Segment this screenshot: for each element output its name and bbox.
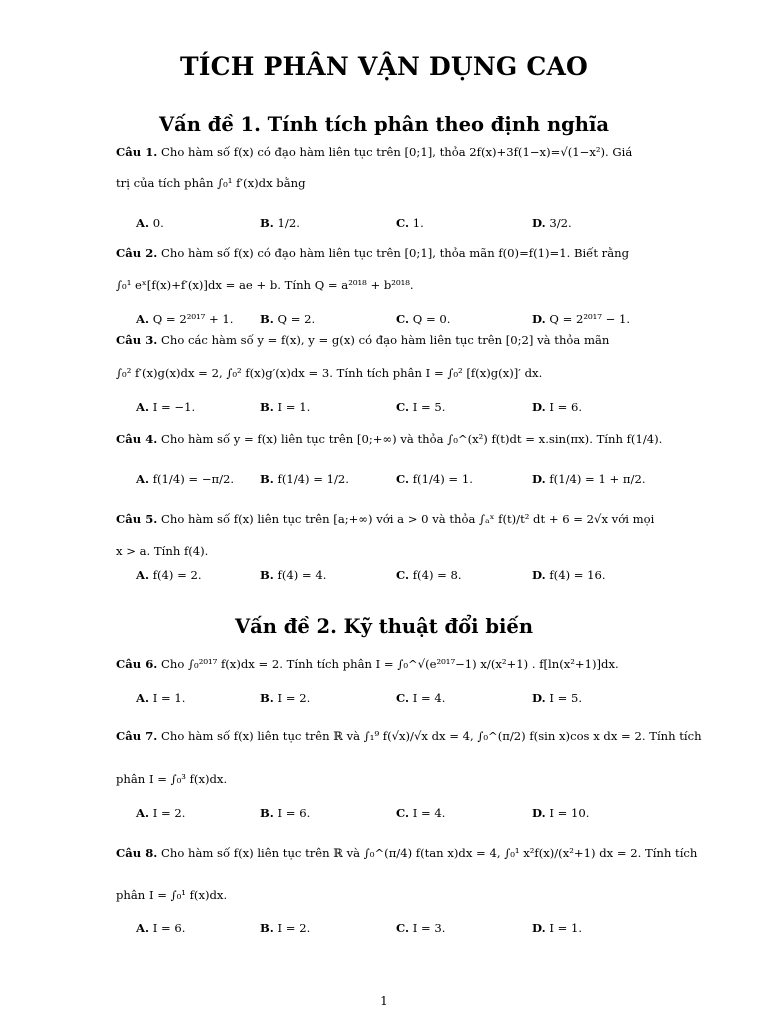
question-6-options bbox=[136, 691, 656, 711]
option-a: A. f(1/4) = −π/2. bbox=[136, 472, 235, 486]
page-title: TÍCH PHÂN VẬN DỤNG CAO bbox=[179, 52, 589, 81]
option-c: C. f(1/4) = 1. bbox=[396, 472, 473, 486]
option-c: C. Q = 0. bbox=[396, 312, 451, 326]
option-c: C. 1. bbox=[396, 216, 424, 230]
section-heading-2: Vấn đề 2. Kỹ thuật đổi biến bbox=[234, 615, 534, 638]
question-label: Câu 7. bbox=[116, 729, 158, 743]
question-8-options bbox=[136, 921, 656, 941]
option-a: A. I = −1. bbox=[136, 400, 196, 414]
question-label: Câu 5. bbox=[116, 512, 158, 526]
option-d: D. f(1/4) = 1 + π/2. bbox=[532, 472, 646, 486]
question-2-options bbox=[136, 312, 656, 332]
question-text: Cho hàm số f(x) liên tục trên ℝ và ∫₁⁹ f(√x)/√x dx = 4, ∫₀^(π/2) f(sin x)cos x dx = 2. Tính tích bbox=[161, 729, 702, 743]
option-c: C. I = 3. bbox=[396, 921, 446, 935]
question-4-options bbox=[136, 472, 656, 492]
question-label: Câu 3. bbox=[116, 333, 158, 347]
option-b: B. I = 2. bbox=[260, 691, 311, 705]
option-a: A. f(4) = 2. bbox=[136, 568, 202, 582]
question-label: Câu 2. bbox=[116, 246, 158, 260]
question-7-options bbox=[136, 806, 656, 826]
question-text: Cho hàm số f(x) liên tục trên ℝ và ∫₀^(π/4) f(tan x)dx = 4, ∫₀¹ x²f(x)/(x²+1) dx = 2. Tính tích bbox=[161, 846, 698, 860]
question-8 bbox=[116, 846, 698, 860]
question-text: Cho hàm số f(x) có đạo hàm liên tục trên [0;1], thỏa mãn f(0)=f(1)=1. Biết rằng bbox=[161, 246, 630, 260]
question-6 bbox=[116, 657, 656, 671]
question-2-line-2: ∫₀¹ eˣ[f(x)+f′(x)]dx = ae + b. Tính Q = a²⁰¹⁸ + b²⁰¹⁸. bbox=[116, 278, 414, 292]
option-a: A. 0. bbox=[136, 216, 164, 230]
option-b: B. 1/2. bbox=[260, 216, 300, 230]
question-text: Cho hàm số f(x) có đạo hàm liên tục trên [0;1], thỏa 2f(x)+3f(1−x)=√(1−x²). Giá bbox=[161, 145, 633, 159]
option-d: D. I = 5. bbox=[532, 691, 583, 705]
option-b: B. f(4) = 4. bbox=[260, 568, 327, 582]
question-1-line-2: trị của tích phân ∫₀¹ f′(x)dx bằng bbox=[116, 176, 306, 190]
option-c: C. I = 4. bbox=[396, 691, 446, 705]
option-a: A. Q = 2²⁰¹⁷ + 1. bbox=[136, 312, 234, 326]
option-c: C. I = 5. bbox=[396, 400, 446, 414]
option-b: B. Q = 2. bbox=[260, 312, 316, 326]
question-3-options bbox=[136, 400, 656, 420]
option-d: D. I = 1. bbox=[532, 921, 583, 935]
question-1-options bbox=[136, 216, 656, 236]
question-label: Câu 1. bbox=[116, 145, 158, 159]
option-a: A. I = 2. bbox=[136, 806, 186, 820]
question-5 bbox=[116, 512, 656, 526]
option-b: B. I = 1. bbox=[260, 400, 311, 414]
question-text: Cho hàm số f(x) liên tục trên [a;+∞) với a > 0 và thỏa ∫ₐˣ f(t)/t² dt + 6 = 2√x với mọi bbox=[161, 512, 655, 526]
question-5-options bbox=[136, 568, 656, 588]
question-7 bbox=[116, 729, 702, 743]
option-b: B. f(1/4) = 1/2. bbox=[260, 472, 349, 486]
question-text: Cho hàm số y = f(x) liên tục trên [0;+∞) và thỏa ∫₀^(x²) f(t)dt = x.sin(πx). Tính f(1/4). bbox=[161, 432, 663, 446]
question-label: Câu 8. bbox=[116, 846, 158, 860]
option-d: D. 3/2. bbox=[532, 216, 572, 230]
option-d: D. I = 10. bbox=[532, 806, 590, 820]
page-number: 1 bbox=[380, 994, 388, 1008]
option-d: D. Q = 2²⁰¹⁷ − 1. bbox=[532, 312, 631, 326]
question-label: Câu 6. bbox=[116, 657, 158, 671]
option-c: C. I = 4. bbox=[396, 806, 446, 820]
question-7-line-2: phân I = ∫₀³ f(x)dx. bbox=[116, 772, 228, 786]
question-3-line-2: ∫₀² f′(x)g(x)dx = 2, ∫₀² f(x)g′(x)dx = 3. Tính tích phân I = ∫₀² [f(x)g(x)]′ dx. bbox=[116, 366, 543, 380]
option-b: B. I = 6. bbox=[260, 806, 311, 820]
question-8-line-2: phân I = ∫₀¹ f(x)dx. bbox=[116, 888, 228, 902]
question-5-line-2: x > a. Tính f(4). bbox=[116, 544, 209, 558]
question-text: Cho các hàm số y = f(x), y = g(x) có đạo hàm liên tục trên [0;2] và thỏa mãn bbox=[161, 333, 610, 347]
question-4 bbox=[116, 432, 663, 446]
question-1 bbox=[116, 145, 656, 159]
question-text: Cho ∫₀²⁰¹⁷ f(x)dx = 2. Tính tích phân I = ∫₀^√(e²⁰¹⁷−1) x/(x²+1) . f[ln(x²+1)]dx. bbox=[161, 657, 619, 671]
option-d: D. f(4) = 16. bbox=[532, 568, 606, 582]
question-2 bbox=[116, 246, 656, 260]
option-a: A. I = 1. bbox=[136, 691, 186, 705]
option-d: D. I = 6. bbox=[532, 400, 583, 414]
question-label: Câu 4. bbox=[116, 432, 158, 446]
question-3 bbox=[116, 333, 656, 347]
section-heading-1: Vấn đề 1. Tính tích phân theo định nghĩa bbox=[158, 113, 610, 136]
option-c: C. f(4) = 8. bbox=[396, 568, 462, 582]
option-a: A. I = 6. bbox=[136, 921, 186, 935]
option-b: B. I = 2. bbox=[260, 921, 311, 935]
